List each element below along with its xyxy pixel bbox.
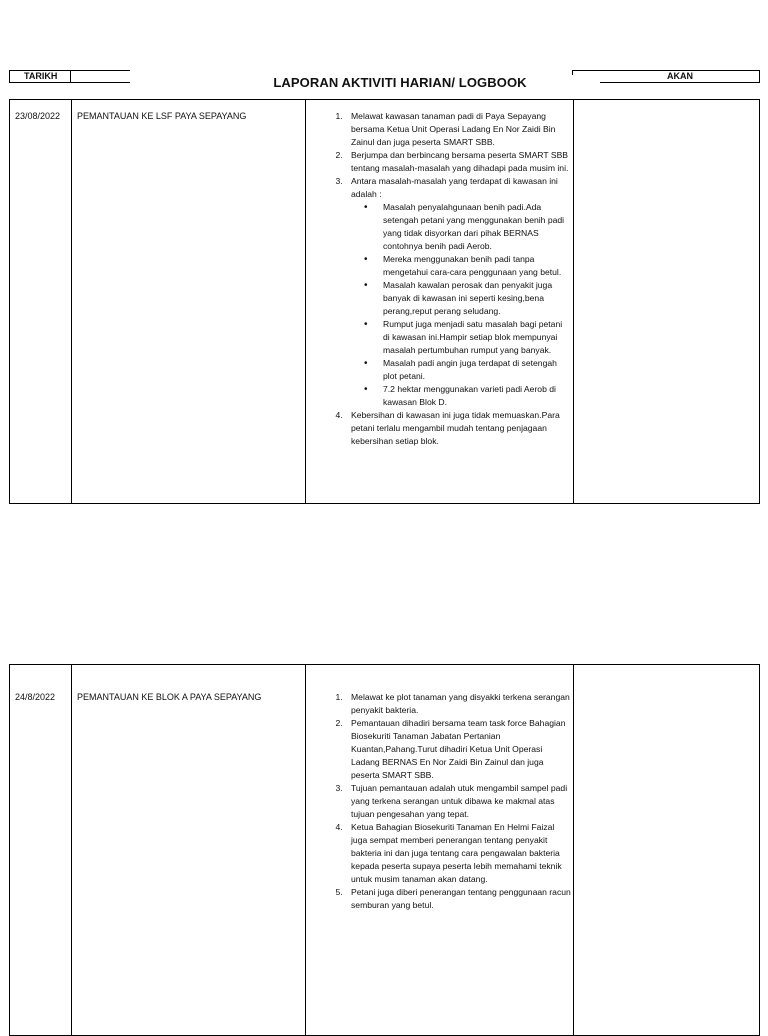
list-item: 4. Ketua Bahagian Biosekuriti Tanaman En Helmi Faizal juga sempat memberi penerangan tentang penyakit bakteria ini dan juga tentang cara pengawalan bakteria kepada peserta supaya peserta lebih memahami teknik untuk musim tanaman akan datang. bbox=[345, 821, 571, 886]
header-cell-tindakan bbox=[572, 70, 760, 83]
sub-list-item: • Masalah kawalan perosak dan penyakit juga banyak di kawasan ini seperti kesing,bena perang,reput perang seludang. bbox=[378, 279, 571, 318]
entry-activity: PEMANTAUAN KE BLOK A PAYA SEPAYANG bbox=[77, 692, 262, 702]
logbook-entry-table bbox=[9, 99, 760, 504]
points-list bbox=[327, 110, 571, 448]
list-item: 2. Pemantauan dihadiri bersama team task force Bahagian Biosekuriti Tanaman Jabatan Pertanian Kuantan,Pahang.Turut dihadiri Ketua Unit Operasi Ladang BERNAS En Nor Zaidi Bin Zainul dan juga peserta SMART SBB. bbox=[345, 717, 571, 782]
sub-list-item: • Masalah padi angin juga terdapat di setengah plot petani. bbox=[378, 357, 571, 383]
list-item: 5. Petani juga diberi penerangan tentang penggunaan racun semburan yang betul. bbox=[345, 886, 571, 912]
column-divider bbox=[71, 100, 72, 503]
header-cell-tarikh bbox=[9, 70, 71, 83]
header-cell-aktiviti bbox=[70, 70, 130, 83]
sub-list-item: • Mereka menggunakan benih padi tanpa mengetahui cara-cara penggunaan yang betul. bbox=[378, 253, 571, 279]
sub-list-item: • Masalah penyalahgunaan benih padi.Ada setengah petani yang menggunakan benih padi yang tidak disyorkan dari pihak BERNAS contohnya benih padi Aerob. bbox=[378, 201, 571, 253]
column-divider bbox=[71, 665, 72, 1035]
header-label-tindakan: AKAN bbox=[667, 71, 693, 81]
header-label-tarikh: TARIKH bbox=[24, 71, 58, 81]
entry-date: 24/8/2022 bbox=[15, 692, 56, 702]
sub-points-list bbox=[351, 201, 571, 409]
sub-list-item: • 7.2 hektar menggunakan varieti padi Aerob di kawasan Blok D. bbox=[378, 383, 571, 409]
entry-details bbox=[327, 691, 571, 912]
sub-list-item: • Rumput juga menjadi satu masalah bagi petani di kawasan ini.Hampir setiap blok mempunyai masalah pertumbuhan rumput yang banyak. bbox=[378, 318, 571, 357]
list-item: 2. Berjumpa dan berbincang bersama peserta SMART SBB tentang masalah-masalah yang dihadapi pada musim ini. bbox=[345, 149, 571, 175]
column-divider bbox=[573, 665, 574, 1035]
entry-activity: PEMANTAUAN KE LSF PAYA SEPAYANG bbox=[77, 111, 247, 121]
column-divider bbox=[305, 665, 306, 1035]
list-item: 3. Tujuan pemantauan adalah utuk mengambil sampel padi yang terkena serangan untuk dibawa ke makmal atas tujuan pengesahan yang tepat. bbox=[345, 782, 571, 821]
column-divider bbox=[573, 100, 574, 503]
points-list bbox=[327, 691, 571, 912]
list-item-text: Antara masalah-masalah yang terdapat di kawasan ini adalah : bbox=[351, 176, 558, 199]
entry-details bbox=[327, 110, 571, 448]
entry-date: 23/08/2022 bbox=[15, 111, 61, 121]
column-divider bbox=[305, 100, 306, 503]
list-item: 4. Kebersihan di kawasan ini juga tidak memuaskan.Para petani terlalu mengambil mudah tentang penjagaan kebersihan setiap blok. bbox=[345, 409, 571, 448]
document-title: LAPORAN AKTIVITI HARIAN/ LOGBOOK bbox=[200, 75, 600, 90]
list-item: 1. Melawat kawasan tanaman padi di Paya Sepayang bersama Ketua Unit Operasi Ladang En Nor Zaidi Bin Zainul dan juga peserta SMART SBB. bbox=[345, 110, 571, 149]
logbook-entry-table bbox=[9, 664, 760, 1036]
list-item: 1. Melawat ke plot tanaman yang disyakki terkena serangan penyakit bakteria. bbox=[345, 691, 571, 717]
list-item bbox=[345, 175, 571, 409]
